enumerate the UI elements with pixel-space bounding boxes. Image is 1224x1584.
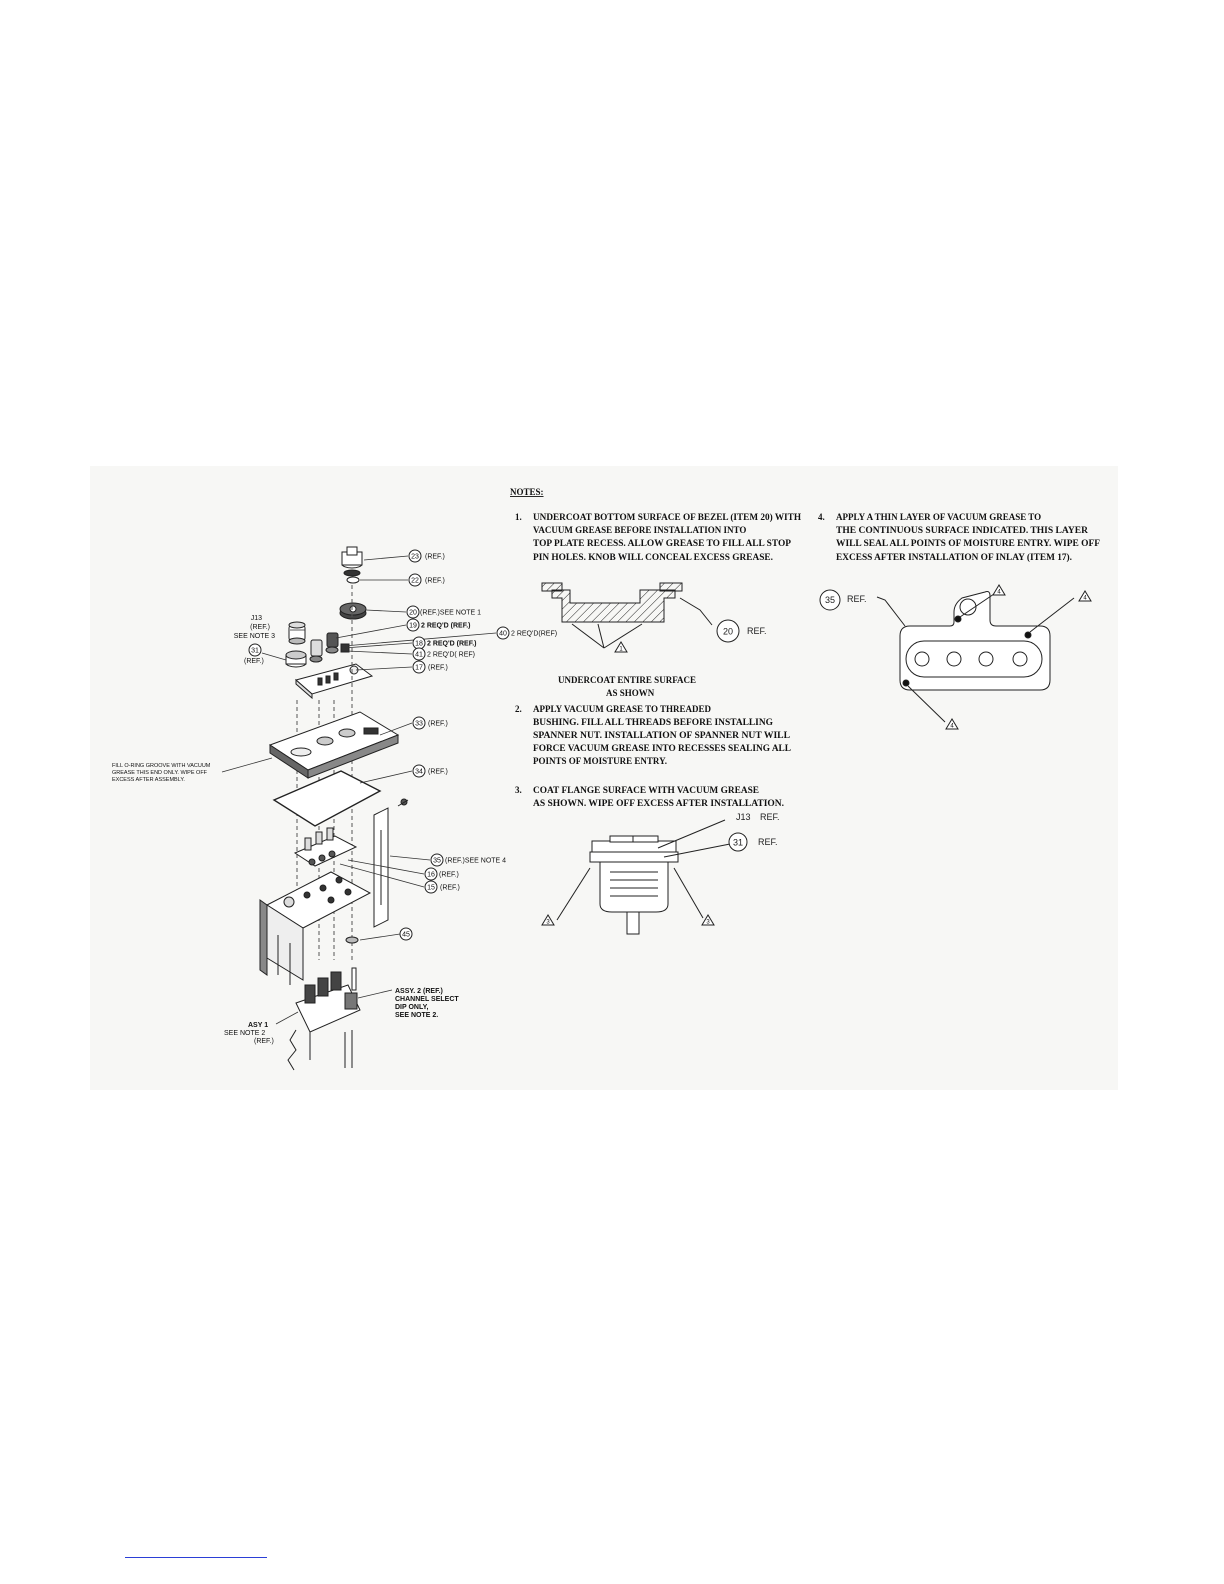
svg-text:23: 23 xyxy=(411,553,419,561)
detail-connector xyxy=(557,820,747,934)
svg-text:THE CONTINUOUS SURFACE INDICAT: THE CONTINUOUS SURFACE INDICATED. THIS LAYER xyxy=(836,525,1089,535)
svg-text:POINTS OF MOISTURE ENTRY.: POINTS OF MOISTURE ENTRY. xyxy=(533,756,668,766)
svg-text:35: 35 xyxy=(824,595,836,605)
svg-text:2 REQ'D(REF): 2 REQ'D(REF) xyxy=(511,630,558,638)
callout-oring-note xyxy=(112,763,211,783)
svg-text:J13: J13 xyxy=(736,812,751,822)
svg-text:(REF.): (REF.) xyxy=(439,871,459,879)
svg-text:FORCE VACUUM GREASE INTO RECES: FORCE VACUUM GREASE INTO RECESSES SEALING ALL xyxy=(533,743,791,753)
detail-inlay-plate xyxy=(820,590,1074,722)
inlay-plate-part xyxy=(296,664,372,698)
circuit-assembly-part xyxy=(288,968,360,1070)
triangle-note4-right xyxy=(1079,591,1091,602)
svg-text:COAT FLANGE SURFACE WITH VACUU: COAT FLANGE SURFACE WITH VACUUM GREASE xyxy=(533,785,759,795)
svg-text:22: 22 xyxy=(411,577,419,585)
svg-text:2.: 2. xyxy=(515,704,522,714)
svg-text:2 REQ'D( REF): 2 REQ'D( REF) xyxy=(427,651,476,659)
triangle-note1-mark xyxy=(615,642,627,653)
note-4 xyxy=(818,512,1101,562)
svg-text:SPANNER NUT. INSTALLATION OF: SPANNER NUT. INSTALLATION OF SPANNER NUT WILL xyxy=(533,730,790,740)
svg-text:16: 16 xyxy=(427,871,435,879)
svg-text:APPLY VACUUM GREASE TO THREADE: APPLY VACUUM GREASE TO THREADED xyxy=(533,704,712,714)
svg-text:15: 15 xyxy=(427,884,435,892)
svg-text:ASSY. 2 (REF.): ASSY. 2 (REF.) xyxy=(395,988,443,995)
svg-text:2 REQ'D (REF.): 2 REQ'D (REF.) xyxy=(421,622,471,630)
svg-text:PIN HOLES. KNOB WILL CONCEAL: PIN HOLES. KNOB WILL CONCEAL EXCESS GREASE. xyxy=(533,552,773,562)
callout-41 xyxy=(413,648,475,660)
svg-text:UNDERCOAT ENTIRE SURFACE: UNDERCOAT ENTIRE SURFACE xyxy=(558,675,697,685)
svg-text:BUSHING. FILL ALL THREADS BEF: BUSHING. FILL ALL THREADS BEFORE INSTALLING xyxy=(533,717,773,727)
svg-text:REF.: REF. xyxy=(847,594,867,604)
callout-35 xyxy=(431,854,506,866)
svg-text:(REF.)SEE NOTE 4: (REF.)SEE NOTE 4 xyxy=(445,857,507,865)
svg-text:EXCESS AFTER INSTALLATION OF I: EXCESS AFTER INSTALLATION OF INLAY (ITEM 17). xyxy=(836,552,1072,562)
note-1 xyxy=(515,512,801,562)
svg-text:4: 4 xyxy=(950,723,954,730)
svg-text:SEE NOTE 3: SEE NOTE 3 xyxy=(233,633,275,640)
callout-23 xyxy=(409,550,445,562)
svg-text:34: 34 xyxy=(415,768,423,776)
gasket-part xyxy=(274,771,380,826)
svg-text:3: 3 xyxy=(706,919,710,926)
callout-20 xyxy=(407,606,481,618)
triangle-note4-bottom xyxy=(946,719,958,730)
svg-text:20: 20 xyxy=(409,609,417,617)
triangle-note3-right xyxy=(702,915,714,926)
spanner-nut-part xyxy=(286,651,306,667)
triangle-note3-left xyxy=(542,915,554,926)
detail-bezel-section xyxy=(542,583,767,653)
callout-assy2 xyxy=(395,988,459,1019)
svg-text:1: 1 xyxy=(619,646,623,653)
svg-text:EXCESS AFTER ASSEMBLY.: EXCESS AFTER ASSEMBLY. xyxy=(112,777,185,783)
callout-17 xyxy=(413,661,448,673)
washer-part xyxy=(347,577,359,583)
svg-text:REF.: REF. xyxy=(747,626,767,636)
svg-text:17: 17 xyxy=(415,664,423,672)
svg-text:VACUUM GREASE BEFORE INSTALLAT: VACUUM GREASE BEFORE INSTALLATION INTO xyxy=(533,525,747,535)
small-connectors-part xyxy=(310,633,349,662)
callout-40 xyxy=(497,627,557,639)
svg-text:REF.: REF. xyxy=(758,837,778,847)
callout-33 xyxy=(413,717,448,729)
svg-text:TOP PLATE RECESS. ALLOW GREAS: TOP PLATE RECESS. ALLOW GREASE TO FILL ALL STOP xyxy=(533,538,792,548)
callout-31 xyxy=(244,644,264,665)
svg-text:18: 18 xyxy=(415,640,423,648)
callout-45 xyxy=(400,928,412,940)
callout-15 xyxy=(425,881,460,893)
svg-text:31: 31 xyxy=(251,647,259,655)
j13-connector-part xyxy=(289,622,305,644)
svg-text:3: 3 xyxy=(546,919,550,926)
knob-part xyxy=(342,547,362,576)
svg-text:1.: 1. xyxy=(515,512,522,522)
note-3 xyxy=(515,785,784,808)
svg-text:40: 40 xyxy=(499,630,507,638)
svg-text:(REF.): (REF.) xyxy=(440,884,460,892)
svg-text:(REF.): (REF.) xyxy=(425,577,445,585)
callout-19 xyxy=(407,619,471,631)
top-plate-part xyxy=(270,712,398,778)
svg-text:(REF.): (REF.) xyxy=(244,658,264,665)
notes-heading: NOTES: xyxy=(510,487,544,497)
svg-text:APPLY A THIN LAYER OF VACUUM G: APPLY A THIN LAYER OF VACUUM GREASE TO xyxy=(836,512,1042,522)
svg-text:J13: J13 xyxy=(250,615,262,622)
svg-text:ASY 1: ASY 1 xyxy=(248,1022,269,1029)
bracket-part xyxy=(374,799,408,927)
note-1-caption xyxy=(558,675,696,698)
svg-text:4: 4 xyxy=(997,589,1001,596)
svg-text:33: 33 xyxy=(415,720,423,728)
note-2 xyxy=(515,704,791,766)
svg-text:2 REQ'D (REF.): 2 REQ'D (REF.) xyxy=(427,640,477,648)
svg-text:(REF.): (REF.) xyxy=(428,720,448,728)
callout-18 xyxy=(413,637,477,649)
callout-j13 xyxy=(234,615,275,640)
svg-text:(REF.): (REF.) xyxy=(425,553,445,561)
connector-board-part xyxy=(295,828,356,866)
svg-text:(REF.): (REF.) xyxy=(250,624,270,631)
svg-text:(REF.): (REF.) xyxy=(428,664,448,672)
svg-text:31: 31 xyxy=(732,837,744,848)
svg-text:UNDERCOAT BOTTOM SURFACE OF BE: UNDERCOAT BOTTOM SURFACE OF BEZEL (ITEM 20) WITH xyxy=(533,512,801,522)
svg-text:SEE NOTE 2: SEE NOTE 2 xyxy=(224,1030,266,1037)
svg-text:35: 35 xyxy=(433,857,441,865)
svg-text:(REF.)SEE NOTE 1: (REF.)SEE NOTE 1 xyxy=(420,609,482,617)
svg-text:GREASE THIS END ONLY. WIPE OFF: GREASE THIS END ONLY. WIPE OFF xyxy=(112,770,208,776)
svg-text:3.: 3. xyxy=(515,785,522,795)
svg-text:FILL O-RING GROOVE WITH VACUUM: FILL O-RING GROOVE WITH VACUUM xyxy=(112,763,211,769)
svg-text:AS SHOWN. WIPE OFF EXCESS AFT: AS SHOWN. WIPE OFF EXCESS AFTER INSTALLATION. xyxy=(533,798,784,808)
svg-text:4: 4 xyxy=(1083,595,1087,602)
svg-text:(REF.): (REF.) xyxy=(254,1038,274,1045)
svg-text:19: 19 xyxy=(409,622,417,630)
svg-text:WILL SEAL ALL POINTS OF MOISTU: WILL SEAL ALL POINTS OF MOISTURE ENTRY. WIPE OFF xyxy=(836,538,1101,548)
footnote-rule xyxy=(125,1557,267,1558)
svg-text:45: 45 xyxy=(402,931,410,939)
svg-text:(REF.): (REF.) xyxy=(428,768,448,776)
svg-text:REF.: REF. xyxy=(760,812,780,822)
svg-text:AS SHOWN: AS SHOWN xyxy=(606,688,655,698)
svg-text:20: 20 xyxy=(722,626,734,637)
triangle-note4-top xyxy=(993,585,1005,596)
bezel-part xyxy=(340,603,366,619)
callout-22 xyxy=(409,574,445,586)
svg-text:4.: 4. xyxy=(818,512,825,522)
svg-text:SEE NOTE 2.: SEE NOTE 2. xyxy=(395,1012,439,1019)
svg-text:41: 41 xyxy=(415,651,423,659)
callout-16 xyxy=(425,868,459,880)
svg-text:DIP ONLY,: DIP ONLY, xyxy=(395,1004,429,1011)
screw-part xyxy=(346,937,358,943)
svg-text:CHANNEL SELECT: CHANNEL SELECT xyxy=(395,996,459,1003)
callout-assy1 xyxy=(224,1022,274,1045)
callout-34 xyxy=(413,765,448,777)
